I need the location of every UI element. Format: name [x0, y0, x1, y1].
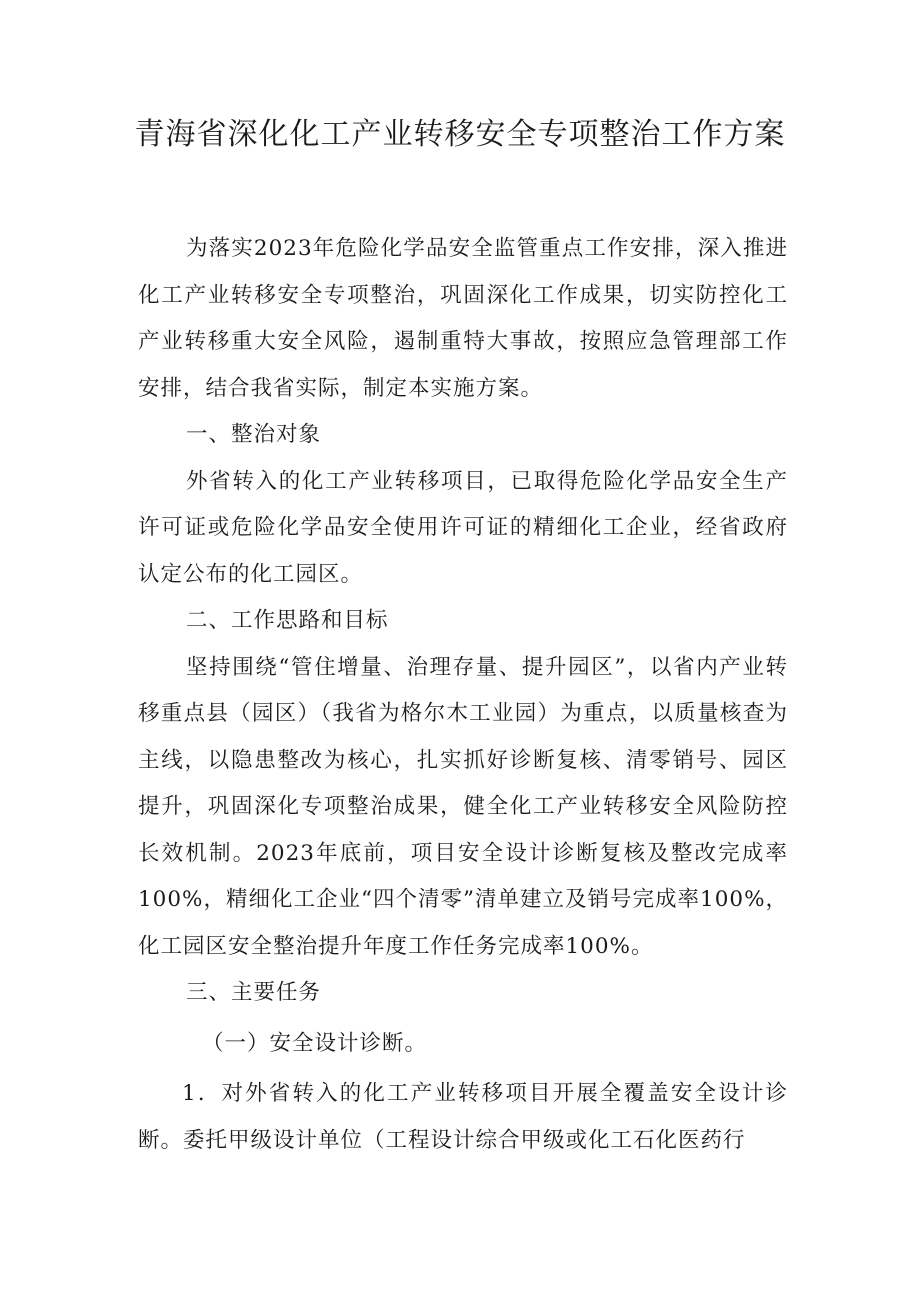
section-1-body: 外省转入的化工产业转移项目，已取得危险化学品安全生产许可证或危险化学品安全使用许可证的精细化工企业，经省政府认定公布的化工园区。	[138, 468, 788, 587]
section-3-subheading-1: （一）安全设计诊断。	[202, 1030, 428, 1056]
section-1-heading: 一、整治对象	[186, 422, 322, 447]
section-2-body: 坚持围绕“管住增量、治理存量、提升园区”，以省内产业转移重点县（园区）（我省为格尔木工业园）为重点，以质量核查为主线，以隐患整改为核心，扎实抓好诊断复核、清零销号、园区提升，巩固深化专项整治成果，健全化工产业转移安全风险防控长效机制。2023年底前，项目安全设计诊断复核及整改完成率100%，精细化工企业“四个清零”清单建立及销号完成率100%，化工园区安全整治提升年度工作任务完成率100%。	[138, 654, 788, 959]
intro-paragraph: 为落实2023年危险化学品安全监管重点工作安排，深入推进化工产业转移安全专项整治，巩固深化工作成果，切实防控化工产业转移重大安全风险，遏制重特大事故，按照应急管理部工作安排，结合我省实际，制定本实施方案。	[138, 236, 788, 401]
section-2-heading: 二、工作思路和目标	[186, 608, 389, 633]
document-title: 青海省深化化工产业转移安全专项整治工作方案	[134, 117, 786, 152]
section-3-item-1: 1．对外省转入的化工产业转移项目开展全覆盖安全设计诊断。委托甲级设计单位（工程设计综合甲级或化工石化医药行	[138, 1081, 788, 1153]
document-body	[138, 226, 788, 1164]
section-3-heading: 三、主要任务	[186, 980, 322, 1005]
